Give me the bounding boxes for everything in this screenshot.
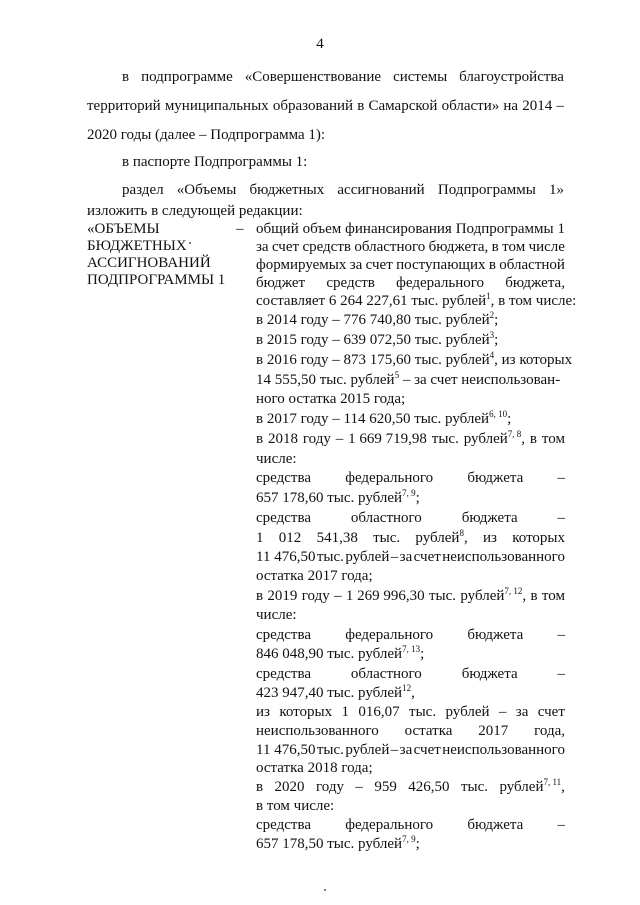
word: объем	[302, 221, 342, 237]
word: поступающих	[396, 257, 486, 273]
body-line: ного остатка 2015 года;	[256, 391, 406, 407]
word: тыс.	[460, 779, 488, 795]
word: областного	[350, 666, 422, 682]
word: 1 669 719,98	[348, 431, 427, 447]
word: в	[488, 257, 496, 273]
word: областной	[499, 257, 565, 273]
word: 2018	[267, 431, 298, 447]
word: бюджета	[467, 470, 524, 486]
word: года,	[534, 723, 565, 739]
word: в	[530, 588, 538, 604]
word: в	[256, 588, 264, 604]
word: тыс.	[316, 549, 344, 565]
body-line	[256, 703, 565, 721]
section-label: АССИГНОВАНИЙ	[87, 255, 211, 271]
word: «Совершенствование	[244, 69, 382, 85]
word: –	[335, 431, 344, 447]
word: федерального	[345, 470, 434, 486]
section-label: ПОДПРОГРАММЫ 1	[87, 272, 226, 288]
word: муниципальных	[164, 98, 269, 114]
body-line: в 2018 году – 1 669 719,98 тыс. рублей$^{7, 8}$, в том	[256, 429, 565, 447]
word: бюджета	[467, 817, 524, 833]
intro-line: 2020 годы (далее – Подпрограмма 1):	[87, 127, 326, 143]
word: –	[390, 549, 399, 565]
body-line: 657 178,50 тыс. рублей$^{7, 9}$;	[256, 834, 420, 852]
word: –	[557, 627, 565, 643]
word: году	[301, 588, 330, 604]
word: федерального	[396, 275, 485, 291]
word: бюджета	[467, 627, 524, 643]
body-line	[256, 469, 565, 487]
word: 016,07	[358, 704, 400, 720]
word: которых	[512, 530, 565, 546]
word: счет	[537, 704, 565, 720]
body-line: в 2017 году – 114 620,50 тыс. рублей$^{6, 10}$;	[256, 409, 512, 427]
body-line	[256, 816, 565, 834]
word: рублей	[345, 549, 390, 565]
word: средств	[302, 239, 351, 255]
word: области»	[441, 98, 500, 114]
word: –	[390, 742, 399, 758]
body-line: остатка 2018 года;	[256, 760, 373, 776]
body-line	[256, 238, 565, 256]
word: благоустройства	[459, 69, 564, 85]
word: из	[256, 704, 270, 720]
word: том	[541, 588, 565, 604]
word: областного	[354, 239, 426, 255]
page-number: 4	[316, 36, 324, 52]
body-line: числе:	[256, 607, 297, 623]
word: тыс.	[431, 431, 459, 447]
word: тыс.	[409, 704, 437, 720]
word: 2017	[478, 723, 509, 739]
body-line: в 2020 году – 959 426,50 тыс. рублей$^{7, 11}$,	[256, 777, 565, 795]
word: в	[357, 98, 365, 114]
word: –	[556, 98, 564, 114]
word: 11 476,50	[256, 549, 316, 565]
word: числе	[528, 239, 565, 255]
body-line: 657 178,60 тыс. рублей$^{7, 9}$;	[256, 488, 420, 506]
word: неиспользованного	[256, 723, 379, 739]
word: Подпрограммы	[437, 182, 536, 198]
word: счет	[271, 239, 300, 255]
word: которых	[279, 704, 333, 720]
section-label: «ОБЪЕМЫ	[87, 221, 160, 237]
intro-line: в паспорте Подпрограммы 1:	[122, 154, 308, 170]
word: тыс.	[373, 530, 401, 546]
word: территорий	[87, 98, 161, 114]
word: бюджет	[256, 275, 306, 291]
body-line: 423 947,40 тыс. рублей$^{12}$,	[256, 683, 415, 701]
intro-line	[122, 68, 564, 86]
word: 959	[374, 779, 397, 795]
word: –	[557, 510, 565, 526]
word: средства	[256, 470, 312, 486]
word: Подпрограммы	[455, 221, 554, 237]
word: 11 476,50	[256, 742, 316, 758]
word: рублей	[345, 742, 390, 758]
body-line: 14 555,50 тыс. рублей$^5$ – за счет неиспользован-	[256, 370, 561, 388]
word: федерального	[345, 817, 434, 833]
word: системы	[393, 69, 448, 85]
word: бюджета,	[505, 275, 565, 291]
word: средств	[326, 275, 375, 291]
intro-line	[122, 181, 564, 199]
word: счет	[365, 257, 393, 273]
word: средства	[256, 817, 312, 833]
word: 1»	[548, 182, 564, 198]
word: том	[502, 239, 526, 255]
word: 2014	[522, 98, 553, 114]
word: неиспользованного	[442, 742, 565, 758]
word: году	[302, 431, 331, 447]
word: 1	[256, 530, 264, 546]
section-label: БЮДЖЕТНЫХ	[87, 238, 187, 254]
body-line	[256, 665, 565, 683]
word: за	[399, 549, 413, 565]
word: –	[557, 666, 565, 682]
body-line: в 2015 году – 639 072,50 тыс. рублей$^3$;	[256, 330, 499, 348]
word: 012	[278, 530, 302, 546]
word: бюджета	[461, 666, 518, 682]
word: том	[541, 431, 565, 447]
dash: –	[236, 221, 244, 237]
word: 1	[557, 221, 565, 237]
word: федерального	[345, 627, 434, 643]
intro-line: изложить в следующей редакции:	[87, 203, 303, 219]
word: тыс.	[428, 588, 457, 604]
scan-speck	[324, 889, 326, 891]
word: «Объемы	[176, 182, 237, 198]
word: на	[503, 98, 519, 114]
word: тыс.	[316, 742, 344, 758]
word: за	[349, 257, 363, 273]
scan-speck	[189, 242, 191, 244]
word: бюджетных	[249, 182, 325, 198]
word: бюджета	[461, 510, 518, 526]
word: общий	[256, 221, 299, 237]
word: средства	[256, 666, 312, 682]
body-line	[256, 274, 565, 292]
word: средства	[256, 627, 312, 643]
body-line: 1 012 541,38 тыс. рублей$^8$, из которых	[256, 528, 565, 546]
word: бюджета,	[428, 239, 489, 255]
word: средства	[256, 510, 312, 526]
word: счет	[413, 742, 441, 758]
body-line: числе:	[256, 451, 297, 467]
body-line: в 2014 году – 776 740,80 тыс. рублей$^2$;	[256, 310, 499, 328]
word: за	[256, 239, 269, 255]
word: 1	[341, 704, 349, 720]
word: 426,50	[408, 779, 450, 795]
body-line: 846 048,90 тыс. рублей$^{7, 13}$;	[256, 644, 425, 662]
word: областного	[350, 510, 422, 526]
body-line: остатка 2017 года;	[256, 568, 373, 584]
body-line: в том числе:	[256, 798, 335, 814]
word: финансирования	[345, 221, 452, 237]
word: подпрограмме	[141, 69, 233, 85]
word: –	[557, 817, 565, 833]
body-line: в 2016 году – 873 175,60 тыс. рублей$^4$, из которых	[256, 350, 573, 368]
word: 541,38	[316, 530, 358, 546]
word: остатка	[404, 723, 453, 739]
body-line	[256, 220, 565, 238]
word: году	[315, 779, 344, 795]
word: неиспользованного	[442, 549, 565, 565]
word: формируемых	[256, 257, 347, 273]
body-line	[256, 741, 565, 759]
word: –	[498, 704, 507, 720]
word: счет	[413, 549, 441, 565]
word: 1 269 996,30	[345, 588, 425, 604]
word: –	[355, 779, 363, 795]
word: рублей	[445, 704, 490, 720]
body-line: в 2019 году – 1 269 996,30 тыс. рублей$^{7, 12}$, в том	[256, 586, 565, 604]
word: в	[122, 69, 130, 85]
intro-line	[87, 97, 564, 115]
word: в	[529, 431, 537, 447]
body-line: составляет 6 264 227,61 тыс. рублей$^1$, в том числе:	[256, 291, 577, 309]
body-line	[256, 626, 565, 644]
body-line	[256, 256, 565, 274]
word: за	[399, 742, 413, 758]
word: 2020	[274, 779, 305, 795]
word: 2019	[267, 588, 298, 604]
word: –	[557, 470, 565, 486]
word: в	[491, 239, 499, 255]
word: Самарской	[368, 98, 438, 114]
body-line	[256, 509, 565, 527]
word: в	[256, 431, 264, 447]
word: из	[483, 530, 497, 546]
word: –	[334, 588, 342, 604]
word: раздел	[122, 182, 164, 198]
word: за	[515, 704, 529, 720]
word: ассигнований	[337, 182, 425, 198]
word: образований	[272, 98, 354, 114]
body-line	[256, 722, 565, 740]
body-line	[256, 548, 565, 566]
word: в	[256, 779, 264, 795]
